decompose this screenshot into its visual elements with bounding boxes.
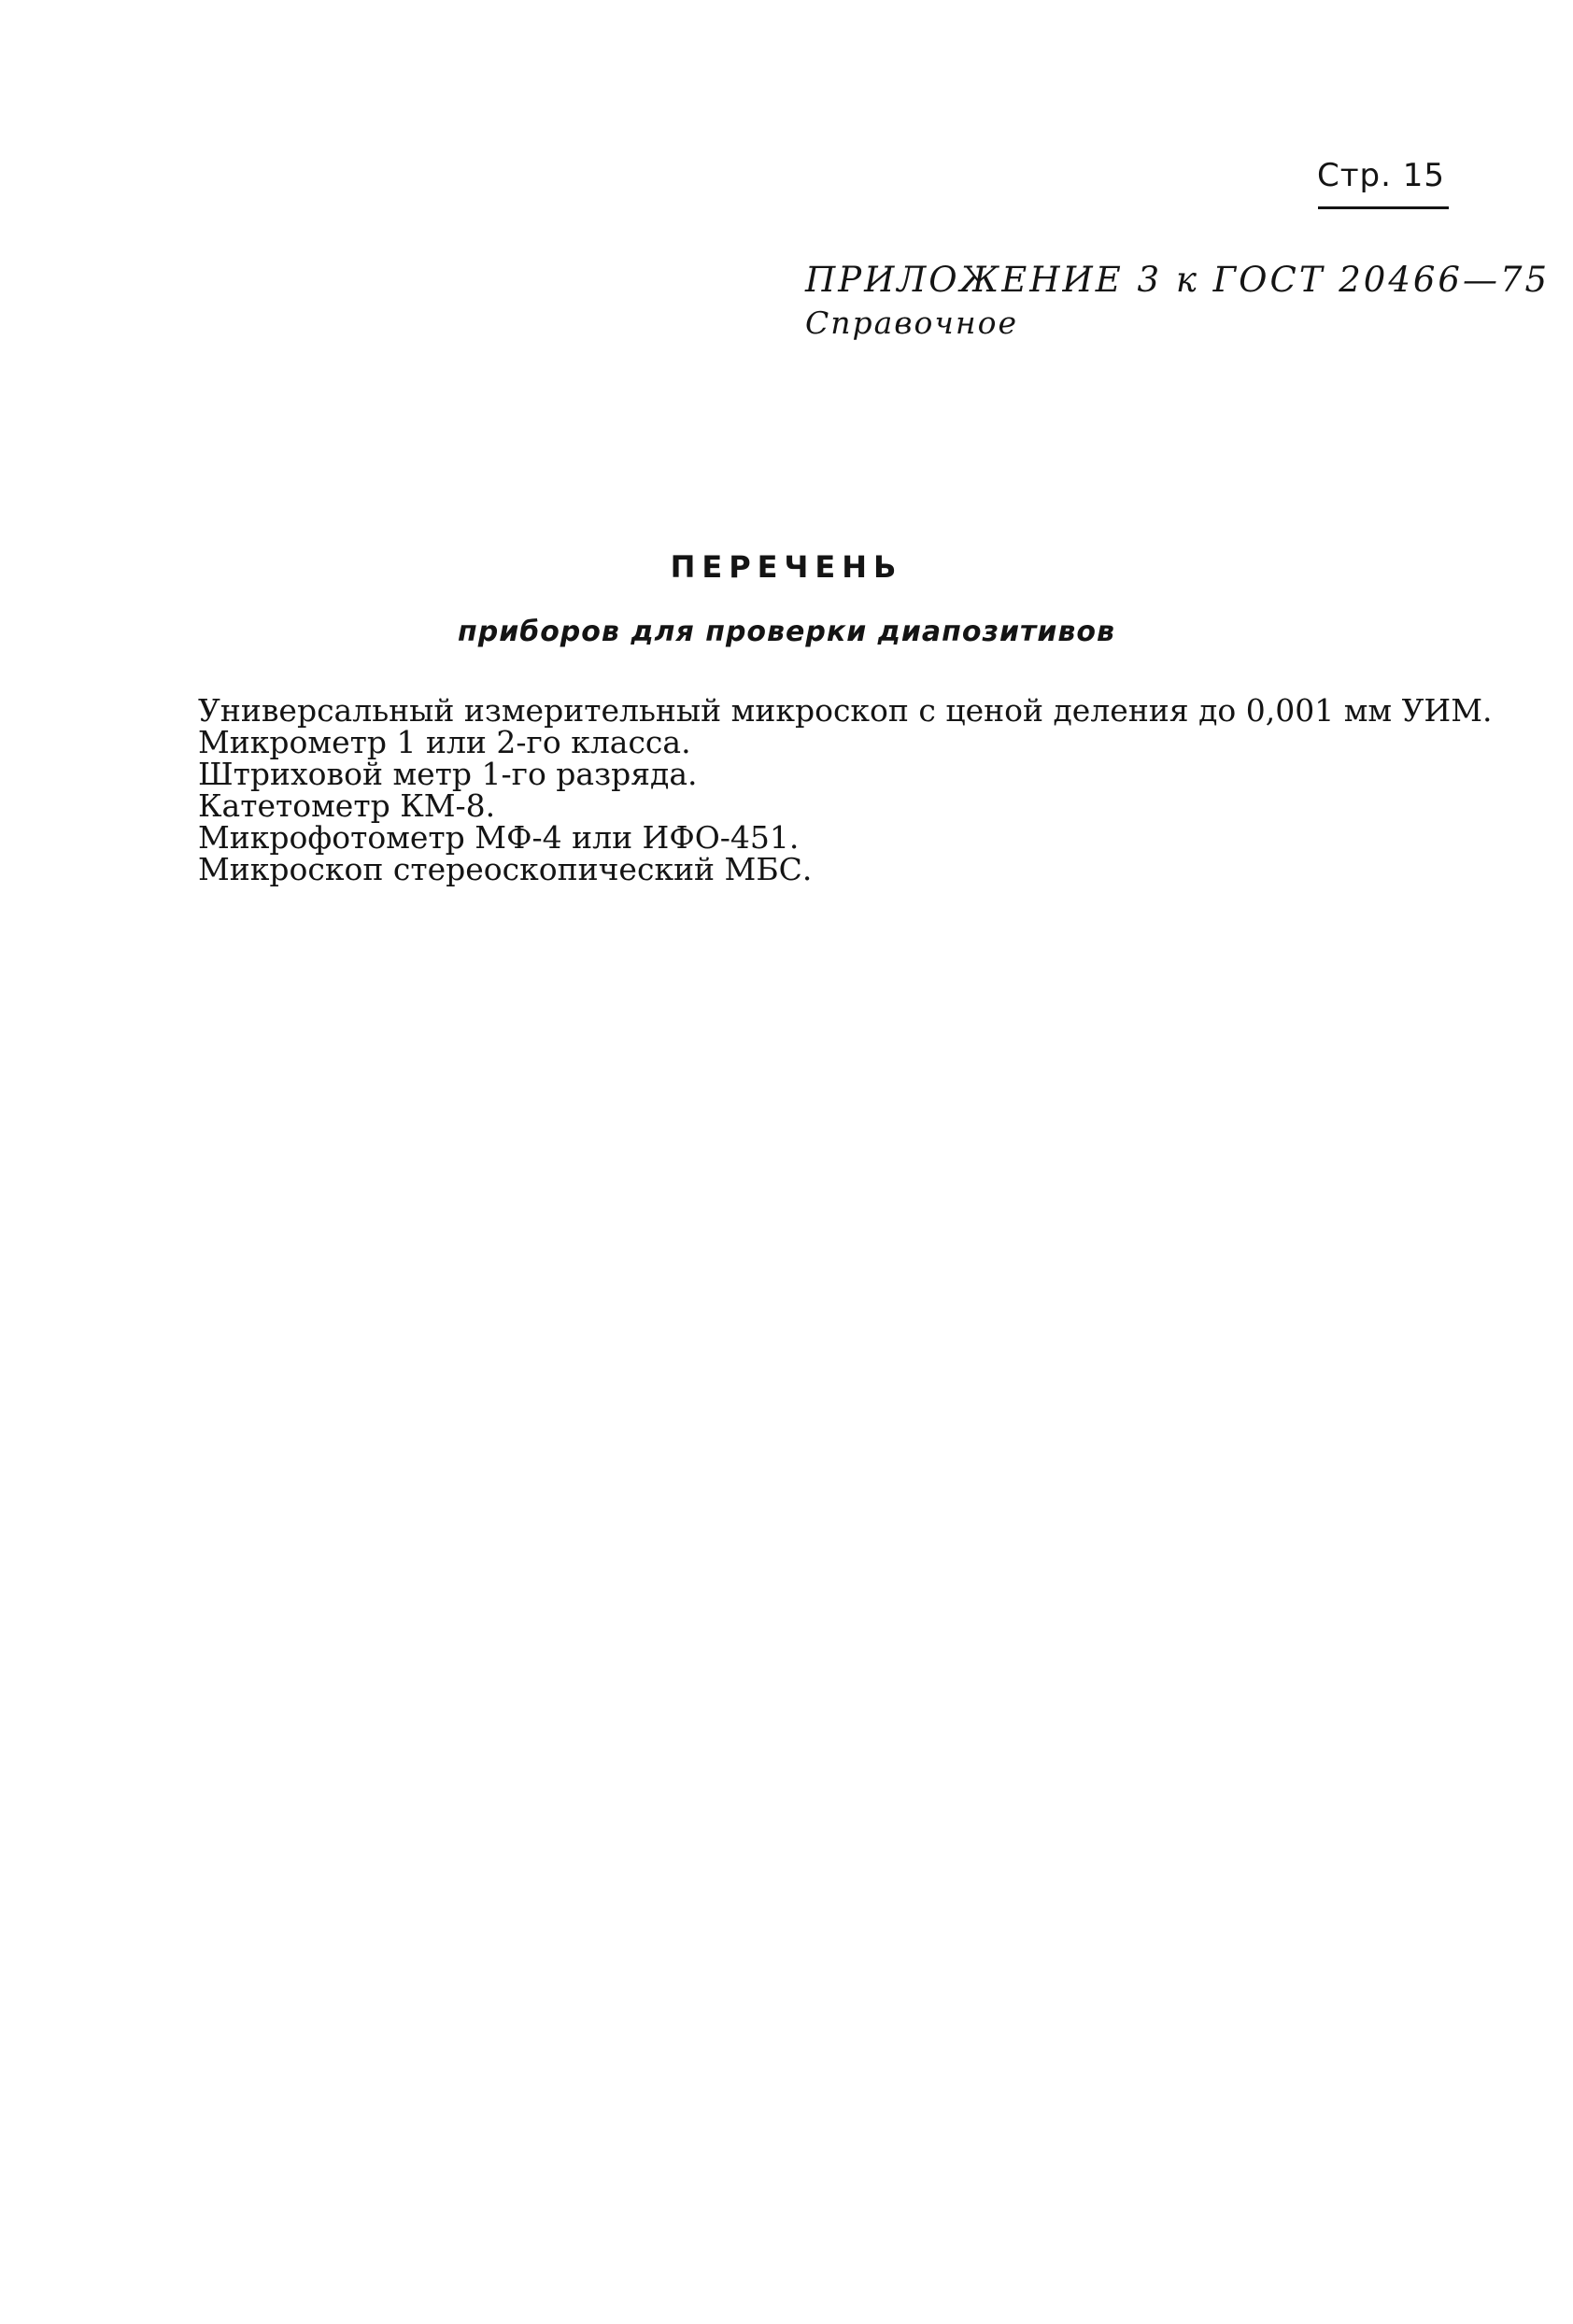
list-item: Штриховой метр 1-го разряда. xyxy=(198,756,698,792)
list-item: Универсальный измерительный микроскоп с ценой деления до 0,001 мм УИМ. xyxy=(198,692,1493,729)
list-item: Микроскоп стереоскопический МБС. xyxy=(198,851,813,887)
list-item: Микрофотометр МФ-4 или ИФО-451. xyxy=(198,819,800,856)
appendix-subtitle: Справочное xyxy=(805,305,1019,341)
instrument-list xyxy=(198,692,1493,887)
page-number-underline xyxy=(1318,206,1449,209)
list-item: Катетометр КМ-8. xyxy=(198,787,496,824)
appendix-header xyxy=(805,258,1550,344)
list-item: Микрометр 1 или 2-го класса. xyxy=(198,724,691,760)
list-title: ПЕРЕЧЕНЬ xyxy=(670,549,903,585)
list-subtitle: приборов для проверки диапозитивов xyxy=(458,616,1115,648)
page-number: Стр. 15 xyxy=(1316,157,1445,194)
appendix-title: ПРИЛОЖЕНИЕ 3 к ГОСТ 20466—75 xyxy=(805,260,1551,300)
